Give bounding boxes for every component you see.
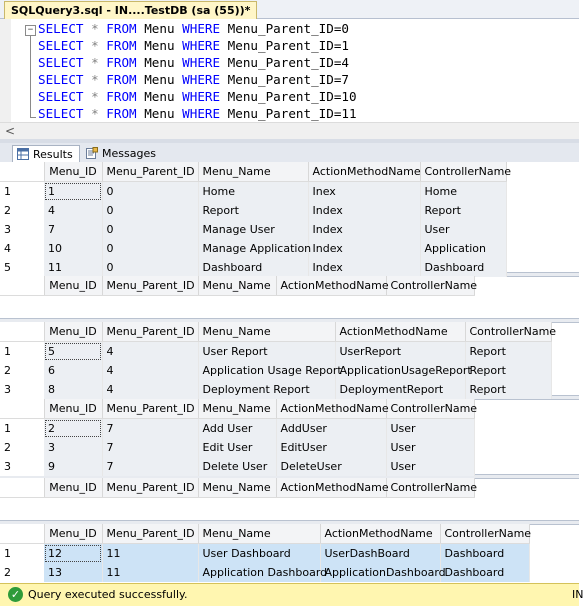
- column-header-row: [0, 322, 551, 342]
- grid-cell[interactable]: Index: [308, 258, 420, 277]
- sql-token-kw3: WHERE: [182, 106, 221, 121]
- sql-token-table: Menu: [144, 55, 175, 70]
- sql-token-cond: Menu_Parent_ID=10: [227, 89, 357, 104]
- sql-token-cond: Menu_Parent_ID=1: [227, 38, 349, 53]
- row-number[interactable]: 2: [0, 438, 44, 457]
- status-server: IN: [572, 588, 583, 601]
- grid-cell[interactable]: 0: [102, 201, 198, 220]
- sql-token-star: *: [91, 72, 99, 87]
- row-number[interactable]: 1: [0, 544, 44, 564]
- grid-cell[interactable]: 7: [102, 438, 198, 457]
- grid-cell[interactable]: Dashboard: [420, 258, 506, 277]
- grid-cell[interactable]: Dashboard: [440, 544, 529, 564]
- grid-cell[interactable]: User Dashboard: [198, 544, 320, 564]
- column-header[interactable]: Menu_ID: [44, 162, 102, 182]
- column-header[interactable]: ControllerName: [420, 162, 506, 182]
- sql-token-kw1: SELECT: [38, 72, 84, 87]
- column-header[interactable]: Menu_Name: [198, 162, 308, 182]
- grid-cell[interactable]: 4: [102, 361, 198, 380]
- sql-token-kw3: WHERE: [182, 72, 221, 87]
- grid-cell[interactable]: User Report: [198, 342, 335, 362]
- column-header[interactable]: Menu_Parent_ID: [102, 399, 198, 419]
- table-row[interactable]: [0, 563, 529, 582]
- grid-corner[interactable]: [0, 276, 44, 296]
- column-header[interactable]: Menu_ID: [44, 322, 102, 342]
- sql-token-kw2: FROM: [106, 21, 137, 36]
- sql-token-cond: Menu_Parent_ID=0: [227, 21, 349, 36]
- grid-cell[interactable]: 5: [44, 342, 102, 362]
- result-table: [0, 478, 478, 498]
- column-header-row: [0, 524, 529, 544]
- sql-token-kw3: WHERE: [182, 55, 221, 70]
- column-header[interactable]: Menu_Name: [198, 399, 276, 419]
- result-table: [0, 276, 478, 296]
- column-header[interactable]: ActionMethodName: [308, 162, 420, 182]
- grid-cell[interactable]: Manage User: [198, 220, 308, 239]
- sql-editor[interactable]: [0, 19, 579, 122]
- sql-token-table: Menu: [144, 38, 175, 53]
- column-header[interactable]: Menu_ID: [44, 276, 102, 296]
- grid-cell[interactable]: Report: [198, 201, 308, 220]
- grid-cell[interactable]: 3: [44, 438, 102, 457]
- grid-cell[interactable]: Dashboard: [440, 563, 529, 582]
- outline-guide-end: [30, 117, 36, 118]
- grid-cell[interactable]: 7: [102, 419, 198, 439]
- table-row[interactable]: [0, 220, 506, 239]
- result-set-grid: [0, 162, 579, 277]
- sql-token-star: *: [91, 106, 99, 121]
- sql-token-kw3: WHERE: [182, 89, 221, 104]
- column-header[interactable]: ActionMethodName: [335, 322, 465, 342]
- results-grid-area: [0, 162, 579, 580]
- grid-cell[interactable]: Deployment Report: [198, 380, 335, 399]
- row-number[interactable]: 3: [0, 380, 44, 399]
- table-row[interactable]: [0, 182, 506, 202]
- result-set-grid: [0, 399, 579, 476]
- result-set-grid: [0, 478, 579, 498]
- sql-token-table: Menu: [144, 106, 175, 121]
- sql-token-kw2: FROM: [106, 106, 137, 121]
- row-number[interactable]: 1: [0, 419, 44, 439]
- grid-cell[interactable]: 0: [102, 182, 198, 202]
- grid-corner[interactable]: [0, 524, 44, 544]
- tab-results-label: Results: [33, 148, 73, 161]
- sql-token-cond: Menu_Parent_ID=11: [227, 106, 357, 121]
- sql-token-star: *: [91, 55, 99, 70]
- result-table: [0, 322, 557, 399]
- column-header[interactable]: Menu_Parent_ID: [102, 162, 198, 182]
- sql-token-kw2: FROM: [106, 89, 137, 104]
- row-number[interactable]: 1: [0, 182, 44, 202]
- grid-cell[interactable]: 0: [102, 239, 198, 258]
- grid-cell[interactable]: 4: [44, 201, 102, 220]
- column-header[interactable]: Menu_Name: [198, 276, 276, 296]
- sql-token-kw3: WHERE: [182, 38, 221, 53]
- grid-cell[interactable]: ApplicationDashboard: [320, 563, 440, 582]
- column-header[interactable]: ActionMethodName: [276, 276, 386, 296]
- grid-cell[interactable]: Delete User: [198, 457, 276, 476]
- column-header[interactable]: ControllerName: [440, 524, 529, 544]
- sql-token-kw1: SELECT: [38, 21, 84, 36]
- table-row[interactable]: [0, 438, 474, 457]
- sql-token-kw2: FROM: [106, 72, 137, 87]
- table-row[interactable]: [0, 544, 529, 564]
- column-header-row: [0, 478, 474, 498]
- grid-cell[interactable]: Home: [420, 182, 506, 202]
- grid-cell[interactable]: Add User: [198, 419, 276, 439]
- column-header[interactable]: ActionMethodName: [276, 478, 386, 498]
- grid-cell[interactable]: Dashboard: [198, 258, 308, 277]
- row-number[interactable]: 2: [0, 563, 44, 582]
- column-header[interactable]: Menu_ID: [44, 478, 102, 498]
- table-row[interactable]: [0, 457, 474, 476]
- grid-cell[interactable]: Index: [308, 220, 420, 239]
- column-header[interactable]: ControllerName: [386, 399, 474, 419]
- table-row[interactable]: [0, 419, 474, 439]
- row-number[interactable]: 3: [0, 457, 44, 476]
- editor-margin: [0, 19, 11, 122]
- column-header[interactable]: Menu_Parent_ID: [102, 524, 198, 544]
- grid-cell[interactable]: 13: [44, 563, 102, 582]
- sql-line[interactable]: [38, 105, 357, 122]
- sql-token-kw1: SELECT: [38, 55, 84, 70]
- result-set-grid: [0, 322, 579, 399]
- grid-cell[interactable]: Report: [420, 201, 506, 220]
- grid-cell[interactable]: Index: [308, 201, 420, 220]
- grid-cell[interactable]: 10: [44, 239, 102, 258]
- sql-token-kw1: SELECT: [38, 89, 84, 104]
- grid-cell[interactable]: 6: [44, 361, 102, 380]
- column-header[interactable]: Menu_Parent_ID: [102, 276, 198, 296]
- success-check-icon: ✓: [8, 587, 23, 602]
- column-header[interactable]: Menu_ID: [44, 399, 102, 419]
- grid-cell[interactable]: 11: [102, 544, 198, 564]
- status-message: Query executed successfully.: [28, 588, 188, 601]
- table-row[interactable]: [0, 361, 551, 380]
- editor-horizontal-scrollbar[interactable]: [0, 122, 579, 140]
- grid-cell[interactable]: DeploymentReport: [335, 380, 465, 399]
- sql-token-kw1: SELECT: [38, 106, 84, 121]
- sql-token-cond: Menu_Parent_ID=7: [227, 72, 349, 87]
- grid-cell[interactable]: Inex: [308, 182, 420, 202]
- sql-token-table: Menu: [144, 21, 175, 36]
- message-icon: [86, 147, 98, 159]
- grid-cell[interactable]: 0: [102, 220, 198, 239]
- column-header[interactable]: Menu_Parent_ID: [102, 322, 198, 342]
- row-number[interactable]: 4: [0, 239, 44, 258]
- sql-token-table: Menu: [144, 72, 175, 87]
- outline-guide: [30, 36, 31, 118]
- grid-cell[interactable]: 7: [102, 457, 198, 476]
- row-number[interactable]: 5: [0, 258, 44, 277]
- collapse-outline-icon[interactable]: −: [25, 25, 36, 36]
- column-header-row: [0, 276, 474, 296]
- grid-cell[interactable]: Application: [420, 239, 506, 258]
- grid-cell[interactable]: User: [386, 419, 474, 439]
- grid-corner[interactable]: [0, 399, 44, 419]
- grid-cell[interactable]: 8: [44, 380, 102, 399]
- sql-line[interactable]: [38, 54, 349, 71]
- scroll-left-arrow-icon[interactable]: <: [4, 124, 16, 138]
- grid-cell[interactable]: Home: [198, 182, 308, 202]
- sql-line[interactable]: [38, 88, 357, 105]
- column-header[interactable]: Menu_Name: [198, 478, 276, 498]
- tab-messages[interactable]: [82, 145, 162, 162]
- column-header-row: [0, 399, 474, 419]
- row-number[interactable]: 1: [0, 342, 44, 362]
- grid-corner[interactable]: [0, 162, 44, 182]
- column-header[interactable]: ControllerName: [386, 478, 474, 498]
- column-header[interactable]: Menu_Parent_ID: [102, 478, 198, 498]
- sql-token-star: *: [91, 38, 99, 53]
- grid-icon: [17, 148, 29, 160]
- column-header[interactable]: ControllerName: [465, 322, 551, 342]
- row-number[interactable]: 3: [0, 220, 44, 239]
- sql-token-star: *: [91, 89, 99, 104]
- result-table: [0, 524, 530, 582]
- grid-corner[interactable]: [0, 478, 44, 498]
- grid-cell[interactable]: ApplicationUsageReport: [335, 361, 465, 380]
- column-header[interactable]: ActionMethodName: [276, 399, 386, 419]
- grid-cell[interactable]: Report: [465, 342, 551, 362]
- table-row[interactable]: [0, 342, 551, 362]
- sql-token-star: *: [91, 21, 99, 36]
- grid-cell[interactable]: 4: [102, 380, 198, 399]
- grid-corner[interactable]: [0, 322, 44, 342]
- grid-cell[interactable]: 7: [44, 220, 102, 239]
- tab-messages-label: Messages: [102, 147, 156, 160]
- sql-token-kw2: FROM: [106, 38, 137, 53]
- result-set-grid: [0, 524, 579, 582]
- grid-cell[interactable]: Manage Application: [198, 239, 308, 258]
- sql-token-kw2: FROM: [106, 55, 137, 70]
- grid-cell[interactable]: User: [420, 220, 506, 239]
- grid-cell[interactable]: Application Usage Report: [198, 361, 335, 380]
- grid-cell[interactable]: 0: [102, 258, 198, 277]
- query-document-tab[interactable]: SQLQuery3.sql - IN....TestDB (sa (55))*: [4, 1, 257, 19]
- table-row[interactable]: [0, 239, 506, 258]
- column-header[interactable]: ControllerName: [386, 276, 474, 296]
- document-tab-bar: [0, 0, 579, 19]
- grid-cell[interactable]: AddUser: [276, 419, 386, 439]
- column-header[interactable]: Menu_Name: [198, 524, 320, 544]
- sql-line[interactable]: [38, 71, 349, 88]
- grid-cell[interactable]: User: [386, 457, 474, 476]
- grid-cell[interactable]: 11: [44, 258, 102, 277]
- sql-line[interactable]: [38, 37, 349, 54]
- row-number[interactable]: 2: [0, 201, 44, 220]
- result-table: [0, 399, 478, 476]
- result-table: [0, 162, 512, 277]
- column-header-row: [0, 162, 506, 182]
- column-header[interactable]: Menu_Name: [198, 322, 335, 342]
- sql-line[interactable]: [38, 20, 349, 37]
- grid-cell[interactable]: 4: [102, 342, 198, 362]
- table-row[interactable]: [0, 201, 506, 220]
- grid-cell[interactable]: User: [386, 438, 474, 457]
- sql-token-table: Menu: [144, 89, 175, 104]
- grid-cell[interactable]: 1: [44, 182, 102, 202]
- row-number[interactable]: 2: [0, 361, 44, 380]
- column-header[interactable]: Menu_ID: [44, 524, 102, 544]
- grid-cell[interactable]: Index: [308, 239, 420, 258]
- grid-cell[interactable]: Report: [465, 380, 551, 399]
- results-tab-strip: [0, 143, 579, 163]
- table-row[interactable]: [0, 380, 551, 399]
- grid-cell[interactable]: Edit User: [198, 438, 276, 457]
- sql-token-cond: Menu_Parent_ID=4: [227, 55, 349, 70]
- table-row[interactable]: [0, 258, 506, 277]
- sql-token-kw1: SELECT: [38, 38, 84, 53]
- grid-cell[interactable]: 11: [102, 563, 198, 582]
- grid-cell[interactable]: Report: [465, 361, 551, 380]
- grid-cell[interactable]: 2: [44, 419, 102, 439]
- grid-cell[interactable]: EditUser: [276, 438, 386, 457]
- grid-cell[interactable]: DeleteUser: [276, 457, 386, 476]
- column-header[interactable]: ActionMethodName: [320, 524, 440, 544]
- result-set-grid: [0, 276, 579, 296]
- grid-cell[interactable]: UserDashBoard: [320, 544, 440, 564]
- grid-cell[interactable]: 9: [44, 457, 102, 476]
- grid-cell[interactable]: Application Dashboard: [198, 563, 320, 582]
- status-bar: [0, 583, 583, 606]
- grid-cell[interactable]: UserReport: [335, 342, 465, 362]
- grid-cell[interactable]: 12: [44, 544, 102, 564]
- sql-token-kw3: WHERE: [182, 21, 221, 36]
